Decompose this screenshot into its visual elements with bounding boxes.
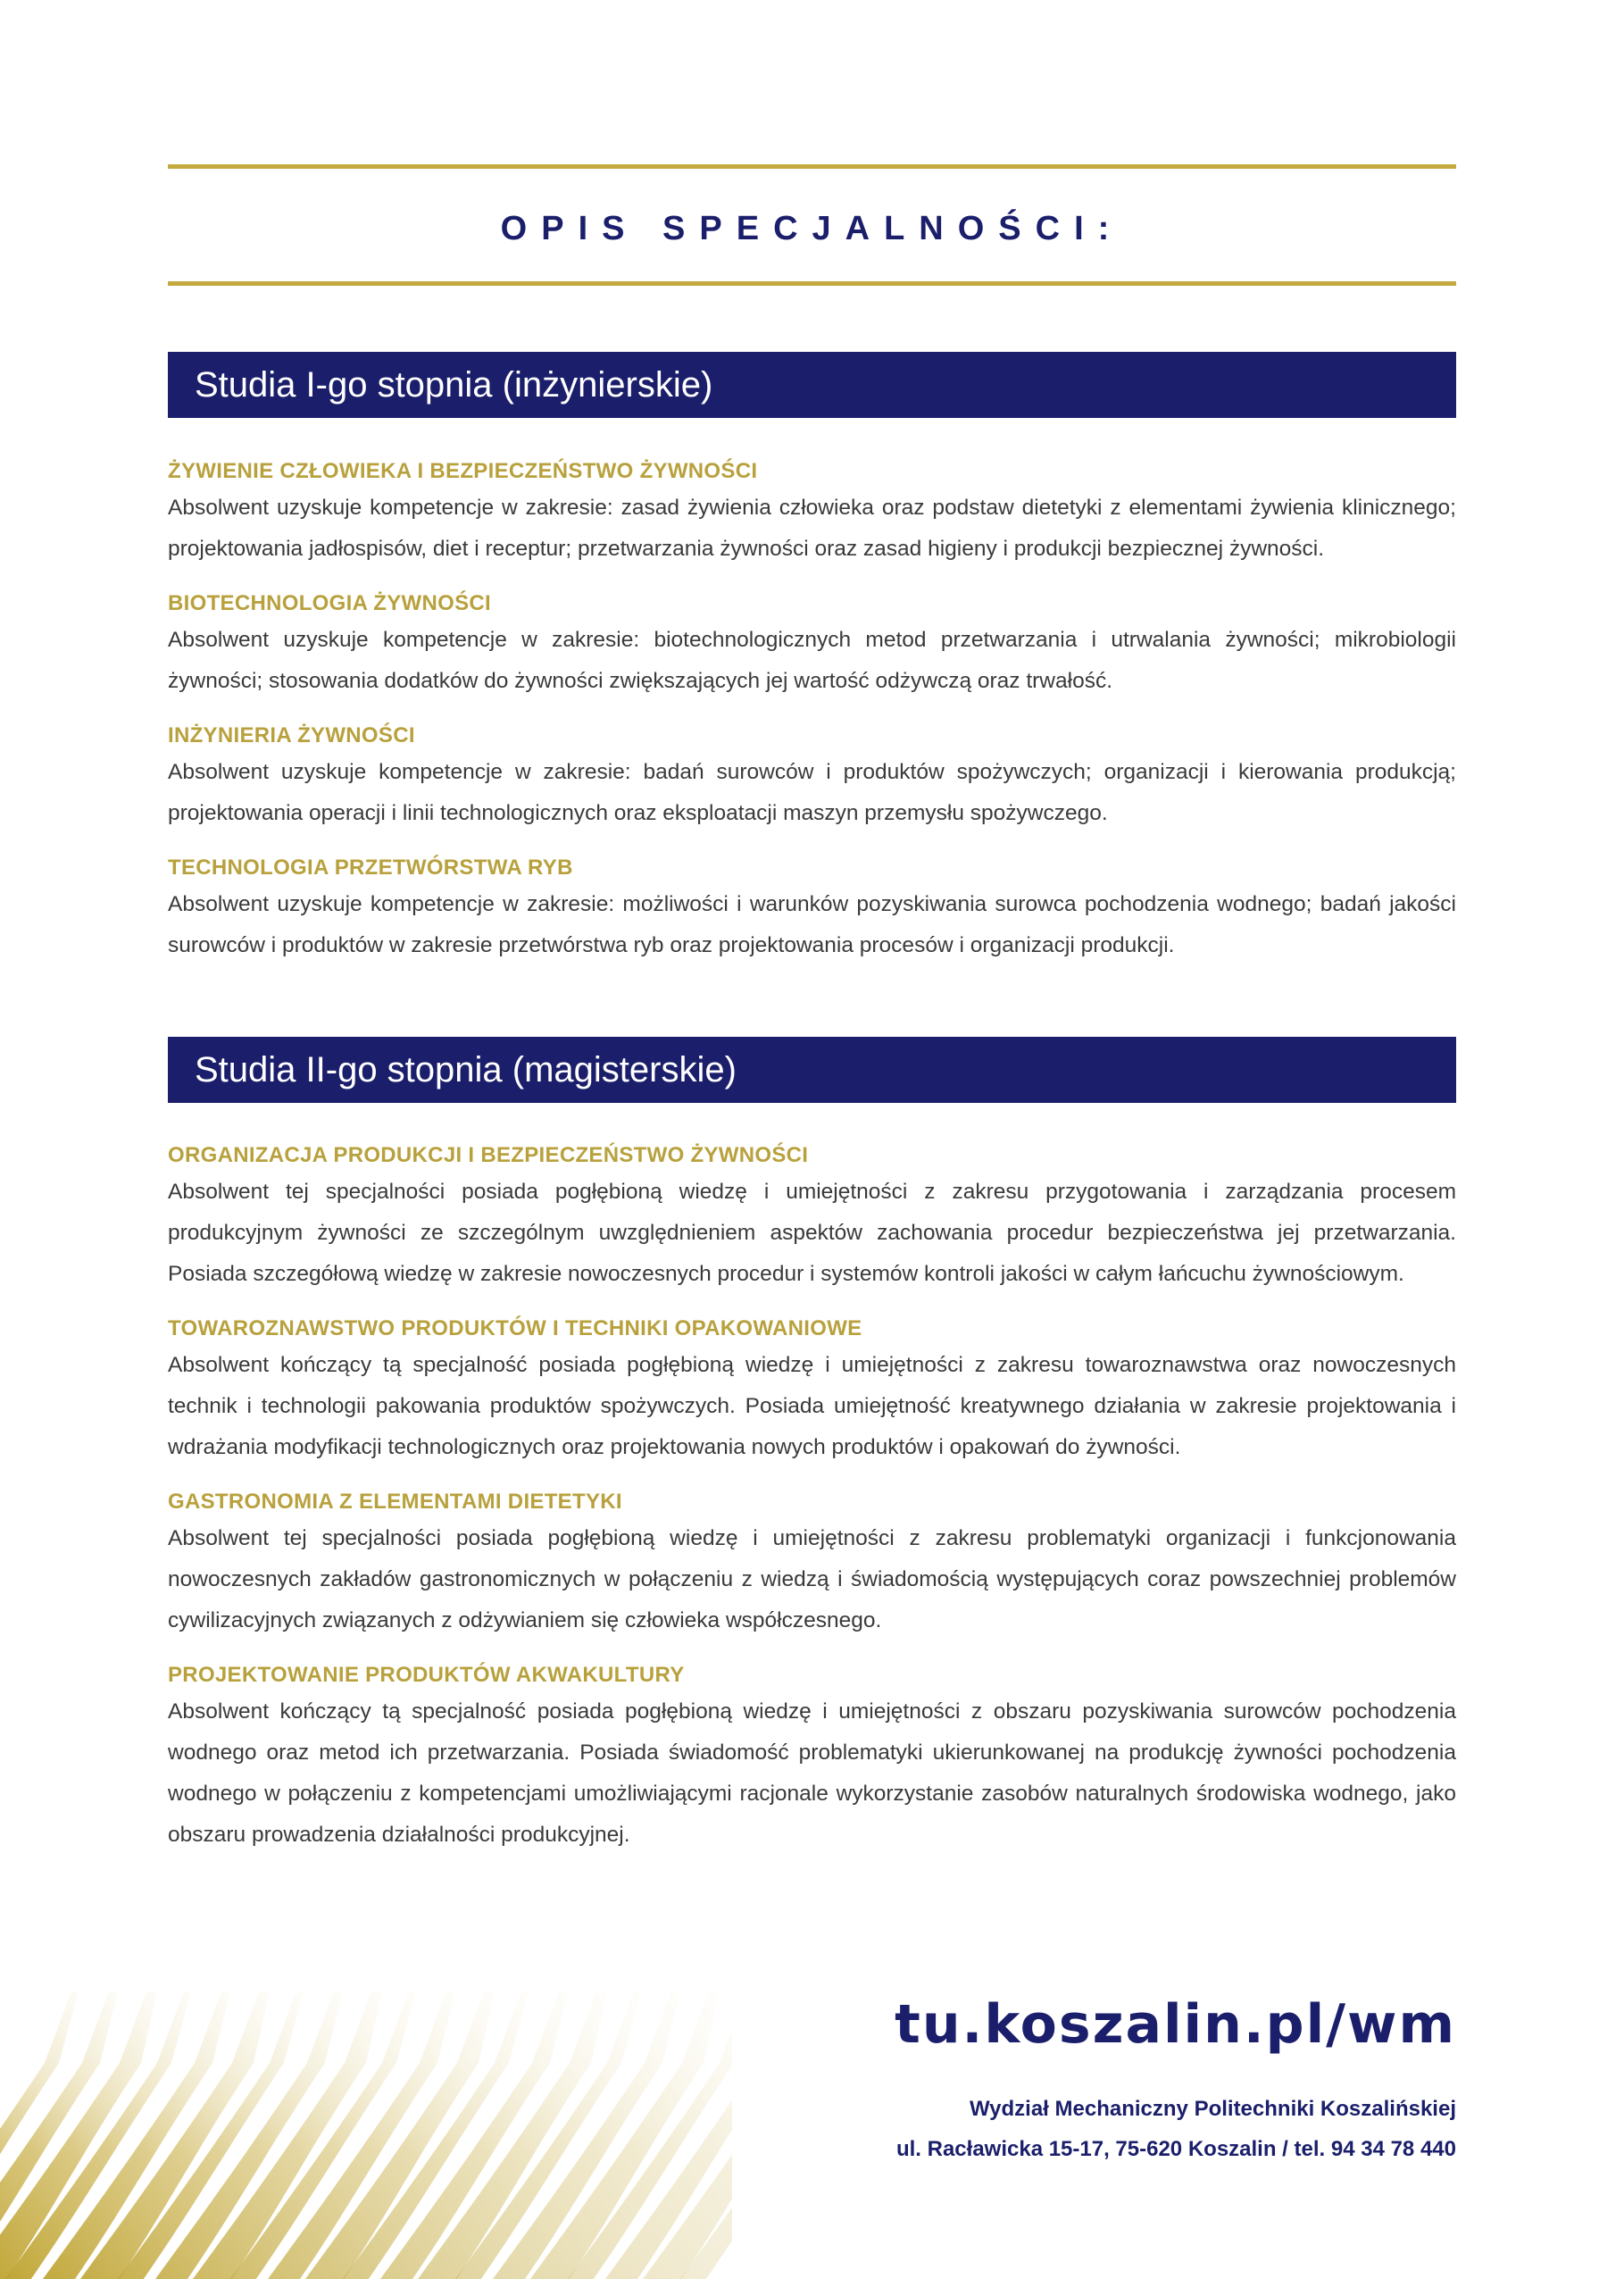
section-band-undergraduate	[168, 352, 1456, 418]
specialization-title: BIOTECHNOLOGIA ŻYWNOŚCI	[168, 591, 492, 615]
specialization-item	[168, 589, 1456, 702]
specialization-title: ORGANIZACJA PRODUKCJI I BEZPIECZEŃSTWO ŻYWNOŚCI	[168, 1143, 809, 1167]
specialization-description: Absolwent uzyskuje kompetencje w zakresie: zasad żywienia człowieka oraz podstaw dietetyki z elementami żywienia klinicznego; projektowania jadłospisów, diet i receptur; przetwarzania żywności oraz zasad higieny i produkcji bezpiecznej żywności.	[168, 496, 1456, 561]
specialization-item	[168, 854, 1456, 966]
specialization-list-graduate	[168, 1141, 1456, 1856]
specialization-description: Absolwent tej specjalności posiada pogłębioną wiedzę i umiejętności z zakresu problematyki organizacji i funkcjonowania nowoczesnych zakładów gastronomicznych w połączeniu z wiedzą i świadomością występujących coraz powszechniej problemów cywilizacyjnych związanych z odżywianiem się człowieka współczesnego.	[168, 1526, 1456, 1632]
specialization-description: Absolwent uzyskuje kompetencje w zakresie: możliwości i warunków pozyskiwania surowca pochodzenia wodnego; badań jakości surowców i produktów w zakresie przetwórstwa ryb oraz projektowania procesów i organizacji produkcji.	[168, 892, 1456, 957]
specialization-description: Absolwent kończący tą specjalność posiada pogłębioną wiedzę i umiejętności z zakresu towaroznawstwa oraz nowoczesnych technik i technologii pakowania produktów spożywczych. Posiada umiejętność kreatywnego działania w zakresie projektowania i wdrażania modyfikacji technologicznych oraz projektowania nowych produktów i opakowań do żywności.	[168, 1353, 1456, 1459]
specialization-title: TECHNOLOGIA PRZETWÓRSTWA RYB	[168, 856, 573, 880]
specialization-description: Absolwent uzyskuje kompetencje w zakresie: biotechnologicznych metod przetwarzania i utrwalania żywności; mikrobiologii żywności; stosowania dodatków do żywności zwiększających jej wartość odżywczą oraz trwałość.	[168, 628, 1456, 693]
top-rule	[168, 164, 1456, 169]
specialization-item	[168, 1488, 1456, 1641]
section-band-graduate	[168, 1037, 1456, 1103]
section-band-title: Studia I-go stopnia (inżynierskie)	[195, 365, 713, 405]
section-band-title: Studia II-go stopnia (magisterskie)	[195, 1050, 737, 1089]
specialization-title: PROJEKTOWANIE PRODUKTÓW AKWAKULTURY	[168, 1663, 685, 1687]
specialization-item	[168, 1141, 1456, 1295]
specialization-title: INŻYNIERIA ŻYWNOŚCI	[168, 723, 415, 747]
specialization-title: TOWAROZNAWSTWO PRODUKTÓW I TECHNIKI OPAKOWANIOWE	[168, 1316, 862, 1340]
specialization-description: Absolwent kończący tą specjalność posiada pogłębioną wiedzę i umiejętności z obszaru pozyskiwania surowców pochodzenia wodnego oraz metod ich przetwarzania. Posiada świadomość problematyki ukierunkowanej na produkcję żywności pochodzenia wodnego w połączeniu z kompetencjami umożliwiającymi racjonale wykorzystanie zasobów naturalnych środowiska wodnego, jako obszaru prowadzenia działalności produkcyjnej.	[168, 1699, 1456, 1847]
specialization-description: Absolwent uzyskuje kompetencje w zakresie: badań surowców i produktów spożywczych; organizacji i kierowania produkcją; projektowania operacji i linii technologicznych oraz eksploatacji maszyn przemysłu spożywczego.	[168, 760, 1456, 825]
contact-address: ul. Racławicka 15-17, 75-620 Koszalin / tel. 94 34 78 440	[895, 2137, 1456, 2161]
decorative-stripes-graphic	[0, 1991, 732, 2279]
page-heading: OPIS SPECJALNOŚCI:	[500, 210, 1124, 247]
specialization-item	[168, 1315, 1456, 1468]
specialization-description: Absolwent tej specjalności posiada pogłębioną wiedzę i umiejętności z zakresu przygotowania i zarządzania procesem produkcyjnym żywności ze szczególnym uwzględnieniem aspektów zachowania procedur bezpieczeństwa jej przetwarzania. Posiada szczegółową wiedzę w zakresie nowoczesnych procedur i systemów kontroli jakości w całym łańcuchu żywnościowym.	[168, 1180, 1456, 1286]
specialization-title: GASTRONOMIA Z ELEMENTAMI DIETETYKI	[168, 1490, 622, 1514]
specialization-list-undergraduate	[168, 457, 1456, 966]
specialization-item	[168, 722, 1456, 834]
specialization-item	[168, 457, 1456, 570]
specialization-title: ŻYWIENIE CZŁOWIEKA I BEZPIECZEŃSTWO ŻYWNOŚCI	[168, 459, 758, 483]
heading-rule	[168, 281, 1456, 286]
website-url: tu.koszalin.pl/wm	[895, 1993, 1456, 2056]
specialization-item	[168, 1661, 1456, 1856]
faculty-name: Wydział Mechaniczny Politechniki Koszalińskiej	[969, 2097, 1456, 2121]
